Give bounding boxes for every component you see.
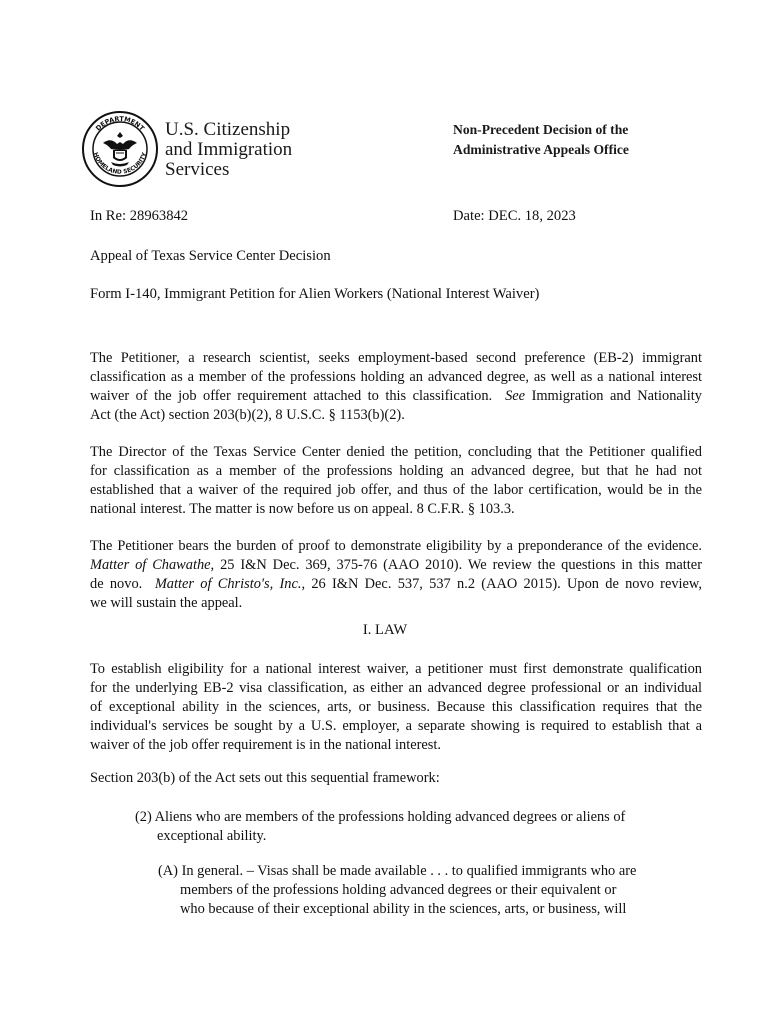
agency-name [165,120,292,180]
seal-bottom-text: HOMELAND SECURITY [91,151,149,176]
p2-line: for classification as a member of the professions holding an advanced degree, but that he had not [90,463,702,479]
p4-line: for the underlying EB-2 visa classification, as either an advanced degree professional or an individual [90,680,702,696]
p3-citation: Matter of Christo's, Inc., [154,576,306,592]
p1-line: Act (the Act) section 203(b)(2), 8 U.S.C. § 1153(b)(2). [90,407,405,423]
office-title [453,120,629,160]
paragraph-2 [90,443,702,519]
section-heading-law: I. LAW [362,622,408,638]
p1-signal: See [505,388,526,404]
dhs-seal-icon [81,110,159,188]
p4-line: of exceptional ability in the sciences, arts, or business. Because this classification requires that the [90,699,702,715]
p1-line [90,387,702,406]
quote-line: who because of their exceptional ability in the sciences, arts, or business, will [180,901,627,917]
agency-line-2: and Immigration [165,139,293,160]
quote-line: (2) Aliens who are members of the professions holding advanced degrees or aliens of [135,809,626,825]
p1-line: classification as a member of the professions holding an advanced degree, as well as a national interest [90,369,702,385]
p2-line: national interest. The matter is now before us on appeal. 8 C.F.R. § 103.3. [90,501,515,517]
seal-top-text: DEPARTMENT [94,114,146,133]
paragraph-1 [90,349,702,425]
quote-line: members of the professions holding advanced degrees or their equivalent or [180,882,617,898]
statute-quote-2 [135,808,660,846]
p4-line: To establish eligibility for a national interest waiver, a petitioner must first demonstrate qualification [90,661,702,677]
quote-line: exceptional ability. [157,828,267,844]
decision-date: Date: DEC. 18, 2023 [453,208,576,224]
p4-line: waiver of the job offer requirement is in the national interest. [90,737,441,753]
p3-citation: Matter of Chawathe, [90,557,215,573]
p3-line [90,556,702,575]
agency-line-1: U.S. Citizenship [165,119,291,140]
p2-line: The Director of the Texas Service Center denied the petition, concluding that the Petitioner qualified [90,444,702,460]
appeal-title: Appeal of Texas Service Center Decision [90,248,331,264]
agency-line-3: Services [165,159,230,180]
p3-line: The Petitioner bears the burden of proof to demonstrate eligibility by a preponderance of the evidence. [90,538,702,554]
p1-text: Immigration and Nationality [531,388,702,404]
form-title: Form I-140, Immigrant Petition for Alien Workers (National Interest Waiver) [90,286,540,302]
statute-quote-2a [158,862,658,919]
office-line-2: Administrative Appeals Office [453,142,629,157]
p3-text: 25 I&N Dec. 369, 375-76 (AAO 2010). We review the questions in this matter [220,557,702,573]
paragraph-3 [90,537,702,613]
p1-line: The Petitioner, a research scientist, seeks employment-based second preference (EB-2) immigrant [90,350,702,366]
p1-text: waiver of the job offer requirement attached to this classification. [90,388,493,404]
paragraph-5: Section 203(b) of the Act sets out this sequential framework: [90,770,440,786]
p2-line: established that a waiver of the required job offer, and thus of the labor certification, would be in the [90,482,702,498]
p3-line [90,575,702,594]
p4-line: individual's services be sought by a U.S. employer, a separate showing is required to establish that a [90,718,702,734]
p3-line: we will sustain the appeal. [90,595,243,611]
office-line-1: Non-Precedent Decision of the [453,122,629,137]
p3-text: de novo. [90,576,143,592]
paragraph-4 [90,660,702,755]
p3-text: 26 I&N Dec. 537, 537 n.2 (AAO 2015). Upon de novo review, [311,576,702,592]
case-number: In Re: 28963842 [90,208,189,224]
quote-line: (A) In general. – Visas shall be made available . . . to qualified immigrants who are [158,863,637,879]
